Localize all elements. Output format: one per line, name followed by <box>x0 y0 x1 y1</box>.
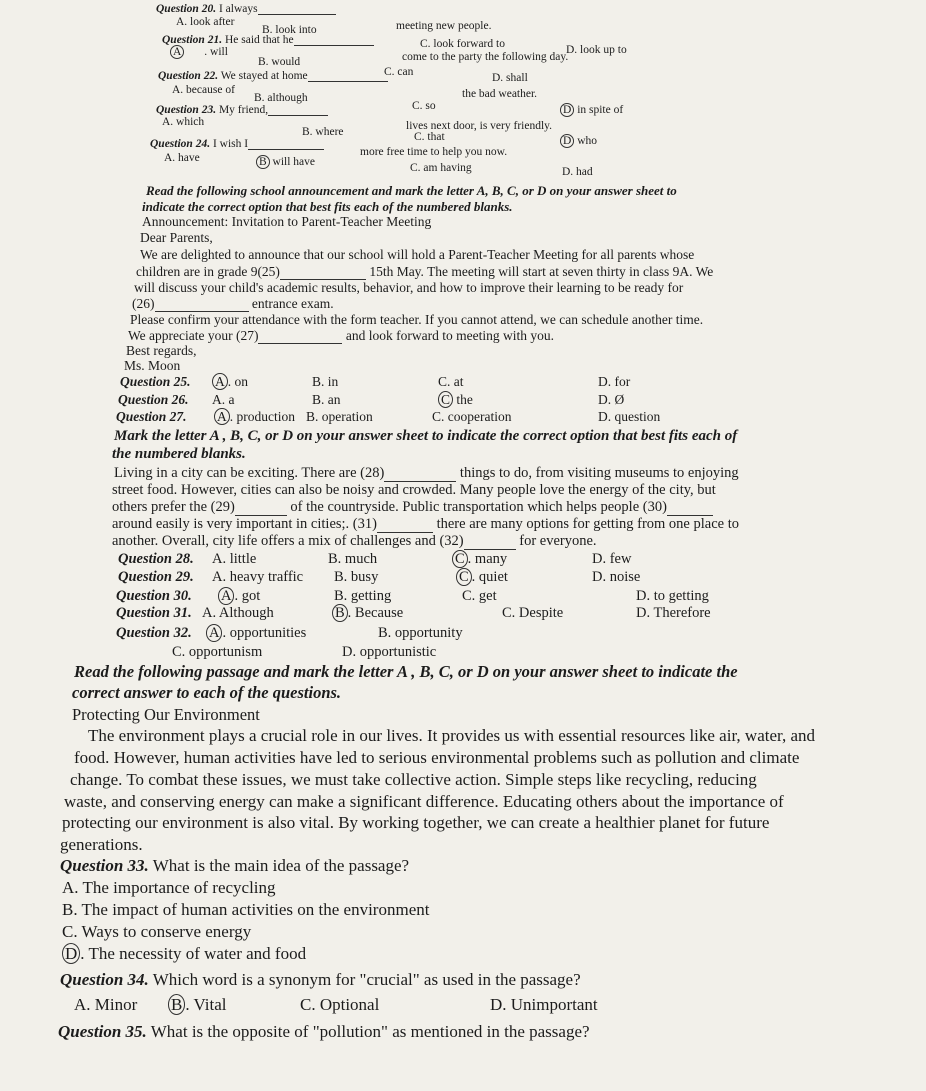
q33-option-d: D . The necessity of water and food <box>62 944 306 964</box>
q33-stem <box>60 856 409 876</box>
q31-option-b: B . Because <box>332 605 403 622</box>
q28-option-b: B. much <box>328 551 378 567</box>
passage-line-4: waste, and conserving energy can make a significant difference. Educating others about the importance of <box>64 792 784 811</box>
q34-option-b: B . Vital <box>168 995 227 1015</box>
q35-stem-text: What is the opposite of "pollution" as mentioned in the passage? <box>150 1022 590 1041</box>
city-line-3 <box>112 499 713 516</box>
q29-option-d: D. noise <box>592 569 641 585</box>
announcement-line-3: will discuss your child's academic results, behavior, and how to improve their learning to be ready for <box>134 280 684 295</box>
q32-option-b: B. opportunity <box>378 625 463 641</box>
q31-option-d: D. Therefore <box>636 605 711 621</box>
q33-option-b: B. The impact of human activities on the environment <box>62 900 430 919</box>
passage-line-3: change. To combat these issues, we must take collective action. Simple steps like recycling, reducing <box>70 770 757 789</box>
q30-label <box>116 588 192 605</box>
q30-label-text: Question 30. <box>116 588 192 604</box>
q26-option-b: B. an <box>312 392 341 407</box>
q32-option-d: D. opportunistic <box>342 644 437 660</box>
announcement-line-4b: entrance exam. <box>251 296 334 311</box>
section3-instruction-line1: Read the following passage and mark the letter A , B, C, or D on your answer sheet to indicate the <box>74 662 738 681</box>
q27-option-d: D. question <box>598 409 661 424</box>
q26-label-text: Question 26. <box>118 392 189 407</box>
q20-tail: meeting new people. <box>396 20 492 32</box>
q21-stem <box>162 34 374 46</box>
passage-line-5: protecting our environment is also vital. By working together, we can create a healthier planet for future <box>62 813 770 832</box>
q31-option-c: C. Despite <box>502 605 564 621</box>
passage-line-1: The environment plays a crucial role in our lives. It provides us with essential resources like air, water, and <box>88 726 816 745</box>
q29-option-c: C . quiet <box>456 569 508 586</box>
q34-stem-text: Which word is a synonym for "crucial" as used in the passage? <box>152 970 581 989</box>
q20-option-d: D. look up to <box>566 44 627 56</box>
announcement-line-2b: 15th May. The meeting will start at seven thirty in class 9A. We <box>369 264 714 279</box>
city-line-5 <box>112 533 597 550</box>
q32-label <box>116 625 192 642</box>
q24-tail: more free time to help you now. <box>360 146 508 158</box>
announcement-line-2a: children are in grade 9(25) <box>136 264 280 279</box>
announcement-line-1: We are delighted to announce that our school will hold a Parent-Teacher Meeting for all parents whose <box>140 247 695 262</box>
q22-stem-text: We stayed at home <box>220 70 308 82</box>
announcement-signature: Ms. Moon <box>124 358 181 373</box>
q22-option-d: D in spite of <box>560 104 623 116</box>
q33-label: Question 33. <box>60 856 149 875</box>
q24-option-b: B will have <box>256 156 315 168</box>
q23-option-b: B. where <box>302 126 344 138</box>
announcement-title: Announcement: Invitation to Parent-Teacher Meeting <box>142 214 432 229</box>
q21-blank <box>294 45 374 46</box>
q28-label-text: Question 28. <box>118 551 194 567</box>
q24-label: Question 24. <box>150 138 211 150</box>
q21-option-a: A . will <box>170 46 228 58</box>
q24-blank <box>248 149 324 150</box>
section1-instruction-line1: Read the following school announcement and mark the letter A, B, C, or D on your answer sheet to <box>146 183 677 198</box>
city-line-3b: of the countryside. Public transportation which helps people (30) <box>290 499 667 515</box>
q20-option-c: C. look forward to <box>420 38 505 50</box>
passage-line-6: generations. <box>60 835 143 854</box>
q28-label <box>118 551 194 568</box>
city-line-4 <box>112 516 739 533</box>
city-line-3a: others prefer the (29) <box>112 499 235 515</box>
q25-label-text: Question 25. <box>120 374 191 389</box>
q26-option-a: A. a <box>212 392 235 407</box>
q21-option-d: D. shall <box>492 72 528 84</box>
q23-option-d: D who <box>560 135 597 147</box>
q20-stem-text: I always <box>218 3 258 15</box>
city-line-4b: there are many options for getting from one place to <box>436 516 739 532</box>
q23-tail: lives next door, is very friendly. <box>406 120 553 132</box>
q30-option-b: B. getting <box>334 588 392 604</box>
q22-tail: the bad weather. <box>462 88 538 100</box>
announcement-closing: Best regards, <box>126 343 197 358</box>
q35-stem <box>58 1022 590 1042</box>
q34-option-a: A. Minor <box>74 995 138 1014</box>
q26-option-c: C the <box>438 392 473 408</box>
q31-label-text: Question 31. <box>116 605 192 621</box>
q20-option-a: A. look after <box>176 16 235 28</box>
q23-stem-text: My friend, <box>218 104 269 116</box>
announcement-line-4 <box>132 296 334 312</box>
q23-option-c: C. that <box>414 131 445 143</box>
q29-option-a: A. heavy traffic <box>212 569 304 585</box>
q24-option-c: C. am having <box>410 162 472 174</box>
q28-option-a: A. little <box>212 551 257 567</box>
announcement-line-5: Please confirm your attendance with the form teacher. If you cannot attend, we can schedule another time. <box>130 312 704 327</box>
announcement-greeting: Dear Parents, <box>140 230 213 245</box>
city-line-1 <box>114 465 739 482</box>
q25-option-d: D. for <box>598 374 631 389</box>
q24-stem <box>150 138 324 150</box>
q30-option-a: A . got <box>218 588 260 605</box>
q34-stem <box>60 970 581 990</box>
city-line-2: street food. However, cities can also be noisy and crowded. Many people love the energy of the city, but <box>112 482 716 498</box>
q35-label: Question 35. <box>58 1022 147 1041</box>
q27-option-b: B. operation <box>306 409 373 424</box>
passage-title: Protecting Our Environment <box>72 705 260 724</box>
q24-stem-text: I wish I <box>212 138 249 150</box>
section1-instruction-line2: indicate the correct option that best fits each of the numbered blanks. <box>142 199 513 214</box>
q29-option-b: B. busy <box>334 569 379 585</box>
q27-option-c: C. cooperation <box>432 409 512 424</box>
q30-option-c: C. get <box>462 588 497 604</box>
q21-stem-text: He said that he <box>224 34 294 46</box>
announcement-line-6a: We appreciate your (27) <box>128 328 259 343</box>
q30-option-d: D. to getting <box>636 588 709 604</box>
q29-label <box>118 569 194 586</box>
q28-option-d: D. few <box>592 551 632 567</box>
q32-option-c: C. opportunism <box>172 644 263 660</box>
announcement-line-6 <box>128 328 554 344</box>
q20-option-b: B. look into <box>262 24 317 36</box>
q24-option-a: A. have <box>164 152 200 164</box>
q20-stem <box>156 3 336 15</box>
q21-label: Question 21. <box>162 34 223 46</box>
section3-instruction-line2: correct answer to each of the questions. <box>72 683 342 702</box>
q28-option-c: C . many <box>452 551 507 568</box>
passage-line-2: food. However, human activities have led to serious environmental problems such as pollution and climate <box>74 748 800 767</box>
q33-option-a: A. The importance of recycling <box>62 878 276 897</box>
city-line-5a: another. Overall, city life offers a mix of challenges and (32) <box>112 533 464 549</box>
q32-option-a: A . opportunities <box>206 625 306 642</box>
announcement-line-6b: and look forward to meeting with you. <box>345 328 554 343</box>
q26-option-d: D. Ø <box>598 392 625 407</box>
section2-instruction-line2: the numbered blanks. <box>112 446 246 462</box>
q27-label-text: Question 27. <box>116 409 187 424</box>
q34-option-c: C. Optional <box>300 995 380 1014</box>
q32-label-text: Question 32. <box>116 625 192 641</box>
q22-blank <box>308 81 388 82</box>
q21-option-b: B. would <box>258 56 301 68</box>
q22-option-c: C. so <box>412 100 436 112</box>
announcement-line-4a: (26) <box>132 296 155 311</box>
q31-label <box>116 605 192 622</box>
q20-blank <box>258 14 336 15</box>
q22-option-a: A. because of <box>172 84 235 96</box>
q27-label <box>116 409 187 425</box>
q20-label: Question 20. <box>156 3 217 15</box>
section2-instruction-line1: Mark the letter A , B, C, or D on your answer sheet to indicate the correct option that best fits each of <box>114 428 738 444</box>
q23-stem <box>156 104 328 116</box>
q21-tail: come to the party the following day. <box>402 51 569 63</box>
q33-stem-text: What is the main idea of the passage? <box>152 856 410 875</box>
blank-32 <box>464 549 516 550</box>
q34-label: Question 34. <box>60 970 149 989</box>
q26-label <box>118 392 189 408</box>
q25-option-b: B. in <box>312 374 339 389</box>
q25-option-c: C. at <box>438 374 464 389</box>
city-line-1b: things to do, from visiting museums to enjoying <box>459 465 739 481</box>
q23-label: Question 23. <box>156 104 217 116</box>
q24-option-d: D. had <box>562 166 593 178</box>
blank-27 <box>258 343 342 344</box>
q23-blank <box>268 115 328 116</box>
q31-option-a: A. Although <box>202 605 274 621</box>
q22-label: Question 22. <box>158 70 219 82</box>
q21-option-c: C. can <box>384 66 414 78</box>
announcement-line-2 <box>136 264 713 280</box>
city-line-4a: around easily is very important in cities;. (31) <box>112 516 377 532</box>
q22-option-b: B. although <box>254 92 308 104</box>
city-line-5b: for everyone. <box>519 533 597 549</box>
q25-option-a: A . on <box>212 374 248 390</box>
q23-option-a: A. which <box>162 116 205 128</box>
q34-option-d: D. Unimportant <box>490 995 598 1014</box>
city-line-1a: Living in a city can be exciting. There are (28) <box>114 465 385 481</box>
q33-option-c: C. Ways to conserve energy <box>62 922 252 941</box>
q27-option-a: A . production <box>214 409 295 425</box>
q29-label-text: Question 29. <box>118 569 194 585</box>
q22-stem <box>158 70 388 82</box>
q25-label <box>120 374 191 390</box>
